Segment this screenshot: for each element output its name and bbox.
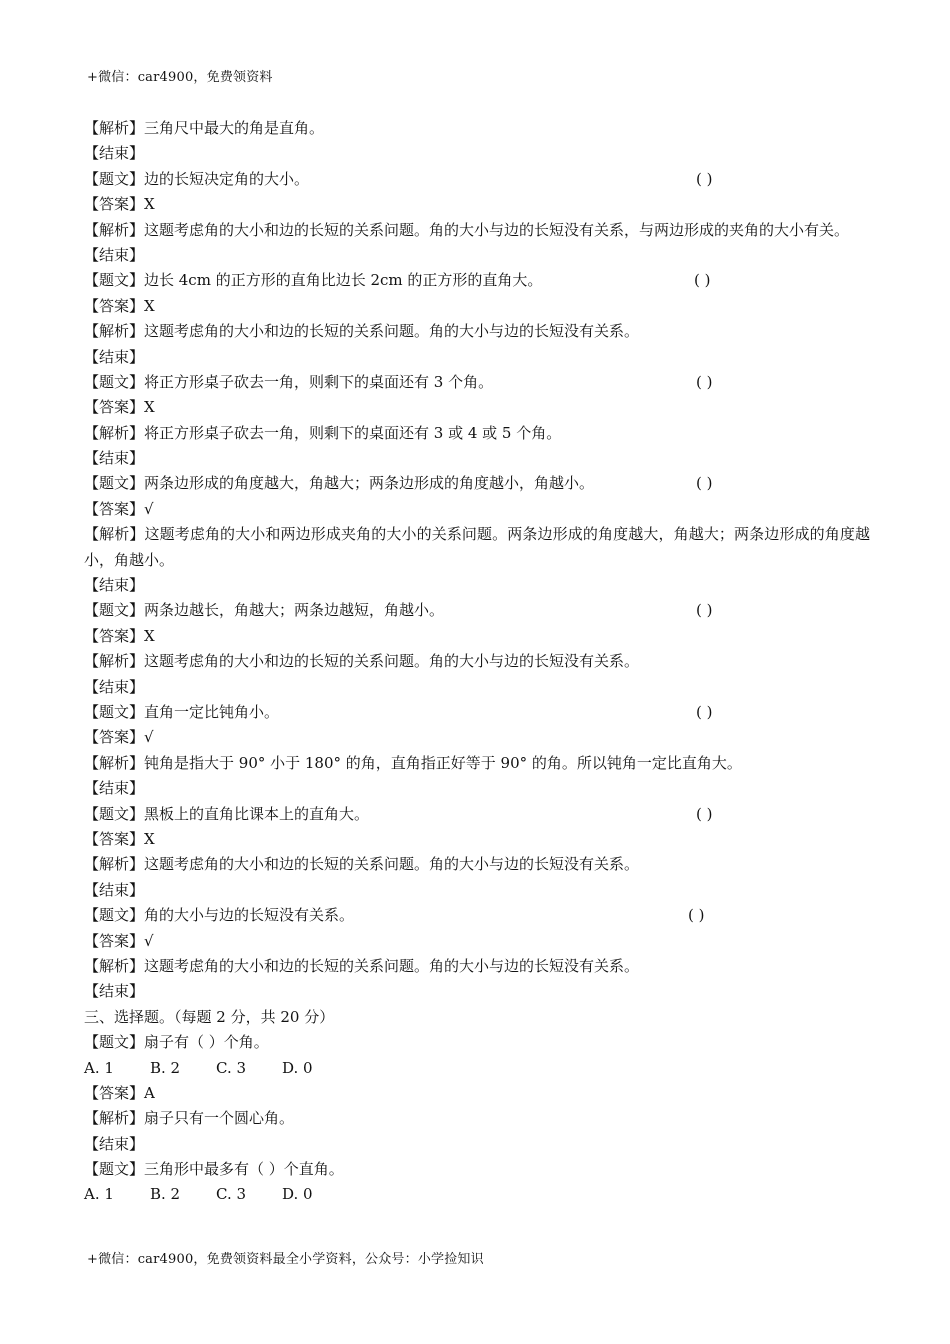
answer-blank: ( )	[688, 906, 705, 925]
question-text: 【题文】角的大小与边的长短没有关系。	[84, 906, 355, 925]
answer-line: 【答案】X	[84, 296, 155, 315]
analysis-line: 【解析】这题考虑角的大小和边的长短的关系问题。角的大小与边的长短没有关系。	[84, 652, 640, 671]
option-d: D. 0	[282, 1058, 313, 1077]
analysis-line: 【解析】这题考虑角的大小和边的长短的关系问题。角的大小与边的长短没有关系。	[84, 956, 640, 975]
answer-blank: ( )	[696, 601, 713, 620]
analysis-line: 【解析】这题考虑角的大小和边的长短的关系问题。角的大小与边的长短没有关系，与两边形成的夹角的大小有关。	[84, 220, 850, 239]
question-text: 【题文】黑板上的直角比课本上的直角大。	[84, 804, 370, 823]
question-line	[84, 167, 870, 192]
page-header: +微信：car4900，免费领资料	[87, 70, 273, 85]
option-a: A. 1	[84, 1185, 114, 1204]
answer-line: 【答案】X	[84, 195, 155, 214]
question-line: 【题文】扇子有（ ）个角。	[84, 1033, 269, 1052]
answer-line: 【答案】√	[84, 499, 154, 518]
analysis-line: 【解析】将正方形桌子砍去一角，则剩下的桌面还有 3 或 4 或 5 个角。	[84, 423, 562, 442]
end-marker: 【结束】	[84, 449, 145, 468]
page-footer: +微信：car4900，免费领资料最全小学资料，公众号：小学捡知识	[87, 1252, 484, 1267]
end-marker: 【结束】	[84, 347, 145, 366]
option-d: D. 0	[282, 1185, 313, 1204]
document-body	[84, 116, 870, 1208]
question-text: 【题文】两条边越长，角越大；两条边越短，角越小。	[84, 601, 445, 620]
question-line: 【题文】三角形中最多有（ ）个直角。	[84, 1160, 344, 1179]
option-c: C. 3	[216, 1058, 247, 1077]
answer-line: 【答案】X	[84, 398, 155, 417]
question-text: 【题文】边长 4cm 的正方形的直角比边长 2cm 的正方形的直角大。	[84, 271, 543, 290]
end-marker: 【结束】	[84, 677, 145, 696]
answer-blank: ( )	[696, 372, 713, 391]
section-heading: 三、选择题。（每题 2 分，共 20 分）	[84, 1007, 335, 1026]
end-marker: 【结束】	[84, 576, 145, 595]
end-marker: 【结束】	[84, 1134, 145, 1153]
question-text: 【题文】边的长短决定角的大小。	[84, 169, 310, 188]
answer-blank: ( )	[696, 804, 713, 823]
option-b: B. 2	[150, 1185, 181, 1204]
option-a: A. 1	[84, 1058, 114, 1077]
end-marker: 【结束】	[84, 144, 145, 163]
options-row	[84, 1182, 870, 1207]
answer-blank: ( )	[696, 703, 713, 722]
question-line	[84, 268, 870, 293]
question-line	[84, 370, 870, 395]
answer-line: 【答案】√	[84, 931, 154, 950]
answer-blank: ( )	[696, 169, 713, 188]
analysis-line: 【解析】这题考虑角的大小和边的长短的关系问题。角的大小与边的长短没有关系。	[84, 855, 640, 874]
analysis-line: 【解析】扇子只有一个圆心角。	[84, 1109, 295, 1128]
answer-line: 【答案】A	[84, 1083, 155, 1102]
question-line	[84, 903, 870, 928]
question-line	[84, 598, 870, 623]
answer-line: 【答案】√	[84, 728, 154, 747]
question-line	[84, 700, 870, 725]
option-b: B. 2	[150, 1058, 181, 1077]
analysis-line: 【解析】三角尺中最大的角是直角。	[84, 119, 325, 137]
end-marker: 【结束】	[84, 779, 145, 798]
analysis-line: 【解析】这题考虑角的大小和两边形成夹角的大小的关系问题。两条边形成的角度越大，角越大；两条边形成的角度越小，角越小。	[84, 525, 870, 569]
option-c: C. 3	[216, 1185, 247, 1204]
options-row	[84, 1056, 870, 1081]
question-line	[84, 471, 870, 496]
end-marker: 【结束】	[84, 880, 145, 899]
question-text: 【题文】将正方形桌子砍去一角，则剩下的桌面还有 3 个角。	[84, 372, 494, 391]
analysis-line: 【解析】这题考虑角的大小和边的长短的关系问题。角的大小与边的长短没有关系。	[84, 322, 640, 341]
question-text: 【题文】两条边形成的角度越大，角越大；两条边形成的角度越小，角越小。	[84, 474, 595, 493]
answer-blank: ( )	[696, 474, 713, 493]
analysis-line: 【解析】钝角是指大于 90° 小于 180° 的角，直角指正好等于 90° 的角。所以钝角一定比直角大。	[84, 753, 742, 772]
end-marker: 【结束】	[84, 982, 145, 1001]
question-text: 【题文】直角一定比钝角小。	[84, 703, 280, 722]
question-line	[84, 802, 870, 827]
answer-line: 【答案】X	[84, 829, 155, 848]
answer-line: 【答案】X	[84, 626, 155, 645]
answer-blank: ( )	[694, 271, 711, 290]
end-marker: 【结束】	[84, 245, 145, 264]
